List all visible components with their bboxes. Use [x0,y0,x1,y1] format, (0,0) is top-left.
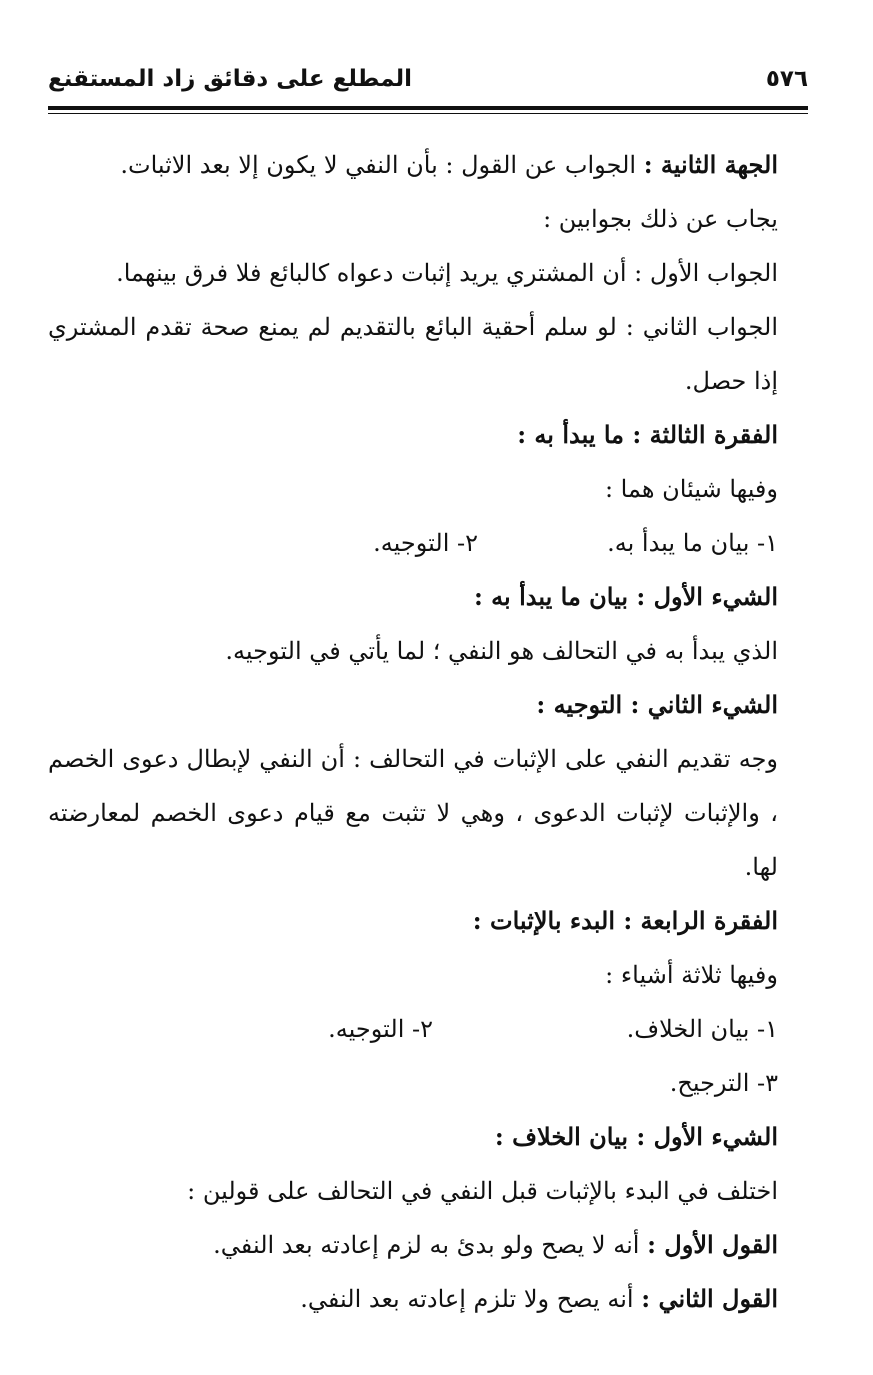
list-item: ١- بيان ما يبدأ به. [607,529,778,557]
list-item: ١- بيان الخلاف. [626,1015,778,1043]
section-heading: الفقرة الثالثة : ما يبدأ به : [517,420,778,449]
section-heading: الفقرة الرابعة : البدء بالإثبات : [472,906,778,935]
section-heading: الشيء الأول : بيان الخلاف : [494,1122,778,1151]
opinion-label: القول الثاني : [641,1284,778,1313]
answer-label: الجواب الثاني : [625,313,779,341]
answer-label: الجواب الأول : [634,259,778,287]
list-row [48,516,778,570]
paragraph [48,1272,778,1326]
paragraph [48,246,778,300]
paragraph: وفيها ثلاثة أشياء : [605,961,778,989]
list-item: ٢- التوجيه. [373,529,478,557]
section-heading: الجهة الثانية : [643,150,778,179]
paragraph-text: لو سلم أحقية البائع بالتقديم لم يمنع صحة تقدم المشتري إذا حصل. [48,313,778,395]
book-title: المطلع على دقائق زاد المستقنع [48,66,413,92]
list-row [48,1002,778,1056]
paragraph-text: أنه يصح ولا تلزم إعادته بعد النفي. [300,1285,634,1313]
paragraph-text: أنه لا يصح ولو بدئ به لزم إعادته بعد النفي. [213,1231,640,1259]
paragraph: يجاب عن ذلك بجوابين : [543,205,778,233]
paragraph: الذي يبدأ به في التحالف هو النفي ؛ لما يأتي في التوجيه. [225,637,778,665]
header-rule-thick [48,106,808,110]
paragraph: اختلف في البدء بالإثبات قبل النفي في التحالف على قولين : [187,1177,778,1205]
list-item: ٢- التوجيه. [328,1015,433,1043]
page-number: ٥٧٦ [765,66,808,92]
section-heading: الشيء الثاني : التوجيه : [536,690,778,719]
opinion-label: القول الأول : [647,1230,778,1259]
paragraph: وجه تقديم النفي على الإثبات في التحالف : أن النفي لإبطال دعوى الخصم ، والإثبات لإثبات الدعوى ، وهي لا تثبت مع قيام دعوى الخصم لمعارضته لها. [48,745,778,881]
header-rule-thin [48,113,808,114]
paragraph [48,138,778,192]
paragraph-text: الجواب عن القول : بأن النفي لا يكون إلا بعد الاثبات. [120,151,637,179]
section-heading: الشيء الأول : بيان ما يبدأ به : [473,582,778,611]
page-body [48,138,778,1326]
page-header [48,58,808,108]
paragraph [48,1218,778,1272]
list-item: ٣- الترجيح. [669,1069,778,1097]
paragraph: وفيها شيئان هما : [604,475,778,503]
paragraph [48,300,778,408]
paragraph-text: أن المشتري يريد إثبات دعواه كالبائع فلا فرق بينهما. [116,259,627,287]
